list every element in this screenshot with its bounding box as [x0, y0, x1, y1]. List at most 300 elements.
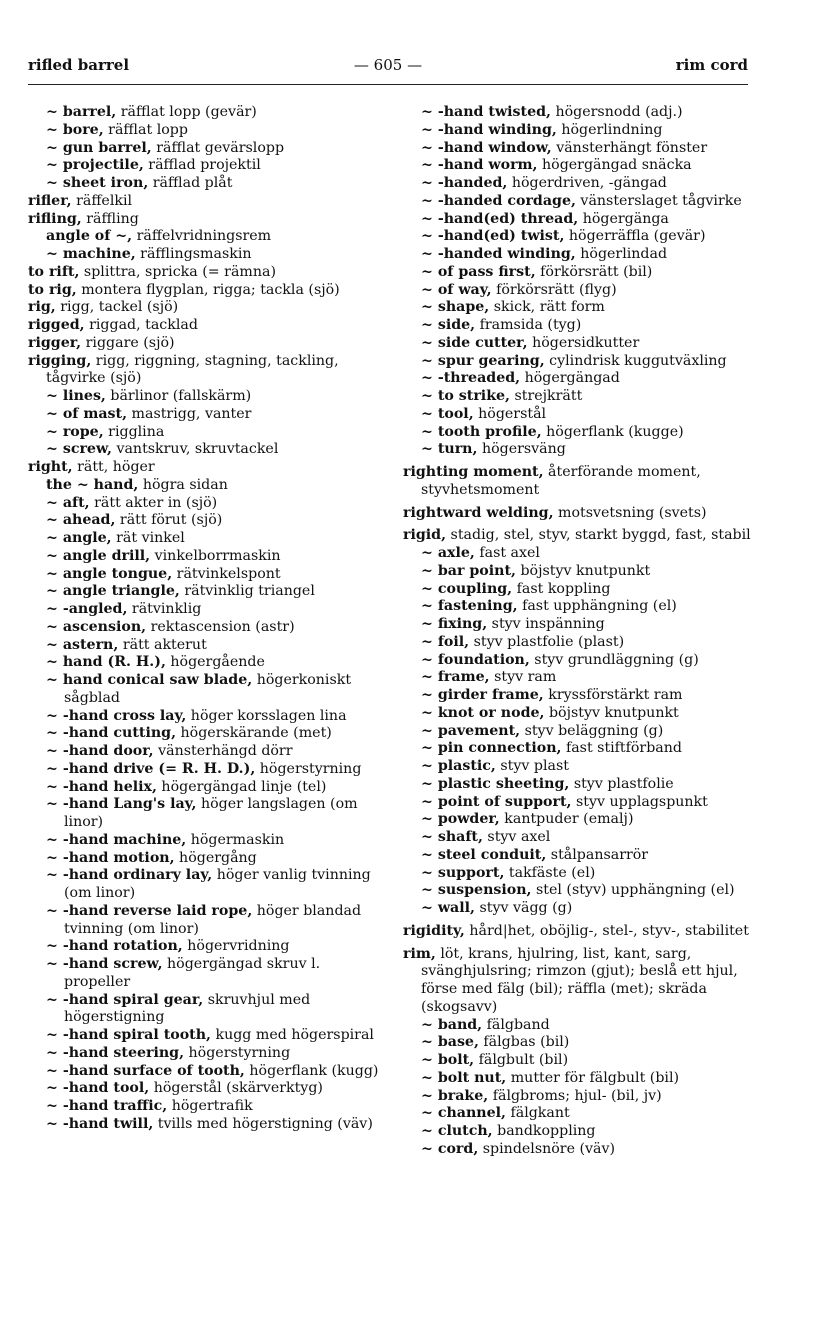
entry-headword: ~ -hand surface of tooth,	[46, 1062, 245, 1079]
dictionary-entry	[403, 228, 751, 246]
entry-translation: räfflad projektil	[143, 157, 261, 174]
dictionary-entry	[403, 1034, 751, 1052]
entry-translation: vantskruv, skruvtackel	[111, 441, 279, 458]
dictionary-entry	[403, 370, 751, 388]
entry-headword: ~ shaft,	[421, 829, 483, 845]
dictionary-entry	[403, 794, 751, 812]
dictionary-entry	[403, 634, 751, 652]
dictionary-entry	[28, 1098, 382, 1116]
dictionary-entry	[28, 779, 382, 797]
entry-translation: högervridning	[182, 938, 290, 955]
entry-headword: ~ -hand twill,	[46, 1115, 154, 1132]
dictionary-entry	[28, 441, 382, 459]
entry-headword: ~ side,	[421, 317, 476, 333]
dictionary-entry	[403, 865, 751, 883]
entry-translation: fast stiftförband	[561, 740, 682, 757]
entry-translation: böjstyv knutpunkt	[515, 562, 651, 579]
dictionary-entry	[403, 740, 751, 758]
dictionary-entry	[28, 992, 382, 1028]
entry-translation: mastrigg, vanter	[127, 405, 252, 422]
entry-translation: rätvinklig triangel	[179, 583, 315, 600]
entry-translation: förkörsrätt (flyg)	[491, 281, 617, 298]
entry-headword: ~ clutch,	[421, 1123, 493, 1139]
entry-headword: ~ -hand screw,	[46, 956, 163, 972]
dictionary-entry	[403, 353, 751, 371]
entry-headword: ~ -hand motion,	[46, 849, 175, 866]
dictionary-entry	[403, 723, 751, 741]
dictionary-entry	[403, 424, 751, 442]
entry-translation: högerflank (kugg)	[244, 1062, 379, 1079]
dictionary-entry	[28, 654, 382, 672]
dictionary-entry	[28, 938, 382, 956]
entry-translation: stålpansarrör	[546, 846, 649, 863]
entry-translation: högergängad snäcka	[537, 157, 692, 174]
entry-translation: fälgkant	[505, 1105, 570, 1122]
entry-translation: räfflingsmaskin	[135, 246, 252, 262]
dictionary-entry	[403, 317, 751, 335]
entry-headword: ~ angle drill,	[46, 547, 151, 564]
entry-translation: högertrafik	[167, 1098, 253, 1114]
entry-translation: stadig, stel, styv, starkt byggd, fast, stabil	[446, 527, 751, 544]
entry-translation: högerstyrning	[255, 760, 362, 777]
entry-headword: ~ bolt,	[421, 1052, 475, 1068]
entry-translation: högerräffla (gevär)	[564, 228, 706, 245]
entry-translation: styv vägg (g)	[474, 900, 573, 916]
entry-headword: ~ -hand ordinary lay,	[46, 867, 213, 884]
entry-headword: ~ barrel,	[46, 104, 117, 120]
entry-headword: ~ plastic,	[421, 758, 496, 774]
entry-headword: ~ -hand spiral tooth,	[46, 1027, 211, 1043]
entry-headword: ~ lines,	[46, 388, 106, 404]
entry-translation: rektascension (astr)	[146, 618, 295, 635]
entry-headword: ~ plastic sheeting,	[421, 775, 570, 792]
entry-headword: ~ machine,	[46, 246, 136, 262]
entry-headword: rig,	[28, 299, 56, 316]
dictionary-entry	[28, 495, 382, 513]
dictionary-entry	[28, 193, 382, 211]
entry-translation: vinkelborrmaskin	[150, 547, 281, 564]
entry-headword: rifler,	[28, 192, 72, 209]
header-rule	[28, 84, 748, 85]
dictionary-entry	[28, 211, 382, 229]
dictionary-entry	[403, 122, 751, 140]
dictionary-entry	[28, 761, 382, 779]
entry-translation: spindelsnöre (väv)	[478, 1140, 616, 1157]
entry-headword: rigging,	[28, 352, 92, 369]
entry-translation: fälgbas (bil)	[478, 1034, 570, 1051]
dictionary-entry	[28, 796, 382, 832]
entry-translation: rätt förut (sjö)	[115, 512, 223, 529]
dictionary-entry	[28, 1116, 382, 1134]
entry-translation: högergående	[165, 654, 265, 671]
entry-translation: cylindrisk kuggutväxling	[544, 352, 727, 369]
entry-headword: ~ foil,	[421, 633, 470, 650]
dictionary-entry	[28, 867, 382, 903]
entry-headword: to rig,	[28, 281, 77, 298]
entry-headword: ~ of pass first,	[421, 263, 536, 280]
entry-headword: ~ band,	[421, 1016, 483, 1033]
dictionary-entry	[403, 406, 751, 424]
entry-translation: högerstål	[473, 405, 547, 422]
entry-headword: ~ projectile,	[46, 157, 144, 174]
entry-headword: to rift,	[28, 263, 80, 280]
dictionary-entry	[28, 406, 382, 424]
entry-translation: splittra, spricka (= rämna)	[79, 263, 276, 280]
dictionary-entry	[28, 601, 382, 619]
entry-translation: vänsterhängd dörr	[153, 743, 293, 759]
entry-headword: ~ turn,	[421, 441, 478, 458]
entry-headword: ~ -angled,	[46, 601, 128, 617]
entry-translation: rigg, riggning, stagning, tackling, tågvirke (sjö)	[46, 352, 339, 387]
entry-headword: ~ bar point,	[421, 562, 516, 579]
dictionary-entry	[28, 299, 382, 317]
entry-translation: högerlindning	[556, 121, 663, 138]
entry-translation: högergängad linje (tel)	[156, 778, 327, 795]
entry-translation: hård|het, oböjlig-, stel-, styv-, stabilitet	[464, 922, 749, 939]
dictionary-entry	[403, 464, 751, 500]
entry-headword: ~ angle,	[46, 530, 112, 546]
entry-headword: ~ -hand(ed) twist,	[421, 228, 565, 245]
entry-headword: ~ aft,	[46, 494, 90, 511]
entry-translation: skick, rätt form	[489, 299, 605, 316]
entry-translation: högerstyrning	[184, 1044, 291, 1061]
entry-translation: tvills med högerstigning (väv)	[153, 1115, 373, 1132]
dictionary-entry	[28, 1080, 382, 1098]
dictionary-entry	[403, 246, 751, 264]
entry-headword: ~ of way,	[421, 281, 492, 298]
dictionary-entry	[403, 923, 751, 941]
dictionary-entry	[403, 545, 751, 563]
entry-headword: ~ girder frame,	[421, 687, 544, 703]
entry-translation: högergängad skruv l. propeller	[64, 956, 321, 990]
dictionary-entry	[28, 388, 382, 406]
dictionary-entry	[403, 1088, 751, 1106]
entry-headword: ~ coupling,	[421, 580, 513, 597]
entry-translation: styv inspänning	[487, 616, 605, 632]
entry-headword: angle of ~,	[46, 228, 133, 245]
entry-headword: ~ hand (R. H.),	[46, 654, 166, 671]
entry-translation: högerlindad	[575, 246, 668, 262]
entry-translation: fälgband	[482, 1016, 550, 1033]
entry-translation: höger langslagen (om linor)	[64, 796, 358, 830]
entry-translation: styv axel	[482, 829, 551, 845]
dictionary-entry	[403, 616, 751, 634]
dictionary-entry	[403, 335, 751, 353]
dictionary-entry	[403, 847, 751, 865]
entry-translation: högergänga	[578, 210, 669, 227]
entry-translation: mutter för fälgbult (bil)	[506, 1069, 680, 1086]
dictionary-entry	[403, 581, 751, 599]
entry-headword: ~ foundation,	[421, 651, 530, 668]
entry-headword: ~ point of support,	[421, 793, 572, 810]
entry-headword: ~ rope,	[46, 423, 104, 440]
dictionary-entry	[403, 441, 751, 459]
page-header	[28, 56, 748, 78]
dictionary-entry	[403, 652, 751, 670]
entry-headword: ~ support,	[421, 864, 505, 881]
dictionary-entry	[403, 669, 751, 687]
entry-translation: rätt akter in (sjö)	[89, 494, 218, 511]
dictionary-entry	[403, 1123, 751, 1141]
entry-headword: rigidity,	[403, 922, 465, 939]
entry-headword: ~ -hand cutting,	[46, 725, 177, 742]
entry-translation: höger korsslagen lina	[186, 707, 347, 724]
entry-translation: högergång	[174, 849, 257, 866]
entry-translation: högergängad	[520, 370, 620, 387]
entry-headword: rim,	[403, 945, 436, 962]
entry-headword: ~ -hand machine,	[46, 831, 187, 848]
dictionary-entry	[28, 850, 382, 868]
dictionary-entry	[403, 776, 751, 794]
entry-headword: ~ -hand drive (= R. H. D.),	[46, 760, 256, 777]
dictionary-entry	[28, 637, 382, 655]
entry-headword: ~ -handed winding,	[421, 246, 576, 262]
entry-headword: ~ cord,	[421, 1140, 479, 1157]
entry-headword: ~ ahead,	[46, 512, 116, 529]
dictionary-entry	[28, 459, 382, 477]
dictionary-entry	[403, 829, 751, 847]
entry-translation: räffelkil	[71, 192, 133, 209]
dictionary-entry	[28, 264, 382, 282]
entry-headword: ~ -handed,	[421, 175, 508, 191]
dictionary-entry	[28, 903, 382, 939]
dictionary-entry	[28, 424, 382, 442]
page-number: — 605 —	[353, 56, 423, 74]
dictionary-entry	[28, 477, 382, 495]
entry-headword: ~ sheet iron,	[46, 175, 149, 191]
entry-headword: ~ -hand cross lay,	[46, 707, 187, 724]
entry-translation: rätt akterut	[118, 636, 207, 653]
dictionary-entry	[28, 157, 382, 175]
entry-translation: räfflat gevärslopp	[151, 139, 285, 156]
dictionary-entry	[28, 956, 382, 992]
dictionary-entry	[28, 317, 382, 335]
entry-translation: högersväng	[477, 441, 566, 458]
entry-translation: rätvinklig	[127, 601, 202, 617]
entry-translation: framsida (tyg)	[475, 317, 582, 333]
entry-headword: ~ axle,	[421, 545, 475, 561]
dictionary-entry	[403, 193, 751, 211]
entry-headword: ~ fastening,	[421, 598, 518, 615]
entry-headword: right,	[28, 459, 73, 475]
dictionary-entry	[28, 619, 382, 637]
dictionary-entry	[28, 335, 382, 353]
dictionary-entry	[28, 122, 382, 140]
entry-translation: motsvetsning (svets)	[553, 504, 707, 521]
dictionary-entry	[28, 1027, 382, 1045]
entry-translation: återförande moment, styvhetsmoment	[421, 464, 701, 498]
dictionary-entry	[403, 157, 751, 175]
dictionary-entry	[403, 811, 751, 829]
dictionary-entry	[28, 583, 382, 601]
entry-headword: ~ -hand spiral gear,	[46, 991, 204, 1008]
entry-headword: ~ tool,	[421, 405, 474, 422]
dictionary-entry	[403, 1052, 751, 1070]
entry-translation: skruvhjul med högerstigning	[64, 991, 311, 1026]
entry-headword: rigid,	[403, 527, 447, 544]
entry-translation: böjstyv knutpunkt	[544, 704, 679, 721]
dictionary-entry	[403, 1017, 751, 1035]
dictionary-entry	[403, 505, 751, 523]
dictionary-entry	[403, 598, 751, 616]
entry-headword: rightward welding,	[403, 504, 554, 521]
entry-translation: högersnodd (adj.)	[550, 104, 683, 120]
dictionary-entry	[28, 743, 382, 761]
entry-headword: ~ frame,	[421, 669, 490, 686]
entry-translation: styv upplagspunkt	[571, 793, 708, 810]
entry-translation: rätt, höger	[72, 459, 155, 475]
dictionary-entry	[403, 687, 751, 705]
entry-translation: högerkoniskt sågblad	[64, 672, 352, 706]
entry-headword: ~ channel,	[421, 1105, 506, 1122]
entry-translation: fast axel	[474, 545, 540, 561]
dictionary-entry	[403, 299, 751, 317]
entry-headword: ~ -hand twisted,	[421, 104, 551, 120]
entry-translation: högra sidan	[138, 476, 228, 493]
entry-translation: högermaskin	[186, 831, 285, 848]
entry-headword: ~ powder,	[421, 811, 500, 828]
entry-translation: vänsterslaget tågvirke	[575, 192, 742, 209]
entry-headword: ~ bolt nut,	[421, 1069, 507, 1086]
dictionary-entry	[28, 353, 382, 389]
entry-headword: ~ -hand winding,	[421, 121, 557, 138]
entry-headword: ~ fixing,	[421, 616, 488, 632]
dictionary-entry	[28, 708, 382, 726]
entry-headword: ~ to strike,	[421, 388, 510, 404]
entry-translation: rätvinkelspont	[172, 565, 281, 582]
entry-translation: stel (styv) upphängning (el)	[531, 882, 735, 899]
entry-translation: rigglina	[103, 423, 165, 440]
dictionary-entry	[28, 282, 382, 300]
entry-translation: montera flygplan, rigga; tackla (sjö)	[76, 281, 340, 298]
entry-headword: ~ bore,	[46, 121, 104, 138]
entry-headword: ~ wall,	[421, 900, 475, 916]
entry-translation: takfäste (el)	[504, 864, 596, 881]
dictionary-entry	[403, 264, 751, 282]
entry-translation: fälgbult (bil)	[474, 1052, 569, 1068]
entry-translation: rigg, tackel (sjö)	[55, 299, 179, 316]
entry-headword: ~ of mast,	[46, 405, 128, 422]
dictionary-entry	[28, 1063, 382, 1081]
dictionary-entry	[28, 246, 382, 264]
entry-translation: strejkrätt	[509, 388, 583, 404]
dictionary-entry	[403, 527, 751, 545]
entry-headword: ~ pin connection,	[421, 740, 562, 757]
entry-headword: ~ -hand door,	[46, 743, 154, 759]
entry-headword: ~ astern,	[46, 636, 119, 653]
dictionary-entry	[403, 758, 751, 776]
dictionary-entry	[28, 140, 382, 158]
dictionary-entry	[28, 530, 382, 548]
entry-translation: styv ram	[489, 669, 557, 686]
entry-headword: the ~ hand,	[46, 476, 139, 493]
entry-translation: styv beläggning (g)	[520, 722, 664, 739]
entry-headword: ~ angle tongue,	[46, 565, 173, 582]
entry-headword: ~ -hand Lang's lay,	[46, 796, 197, 813]
entry-headword: ~ -hand reverse laid rope,	[46, 902, 253, 919]
entry-translation: kantpuder (emalj)	[499, 811, 634, 828]
entry-translation: kugg med högerspiral	[210, 1027, 374, 1043]
entry-translation: räfflad plåt	[148, 175, 233, 191]
entry-headword: ~ -hand worm,	[421, 157, 538, 174]
entry-translation: räffelvridningsrem	[132, 228, 272, 245]
entry-headword: ~ side cutter,	[421, 334, 528, 351]
entry-headword: ~ steel conduit,	[421, 846, 547, 863]
dictionary-entry	[403, 140, 751, 158]
dictionary-entry	[403, 563, 751, 581]
entry-headword: ~ hand conical saw blade,	[46, 672, 253, 688]
entry-headword: ~ ascension,	[46, 618, 147, 635]
entry-translation: bärlinor (fallskärm)	[105, 388, 252, 404]
entry-headword: ~ gun barrel,	[46, 139, 152, 156]
dictionary-entry	[403, 1105, 751, 1123]
entry-translation: högerflank (kugge)	[541, 423, 684, 440]
entry-translation: fast upphängning (el)	[517, 598, 677, 615]
entry-translation: styv plastfolie	[569, 775, 674, 792]
dictionary-entry	[403, 900, 751, 918]
dictionary-entry	[28, 832, 382, 850]
entry-headword: rigger,	[28, 334, 82, 351]
dictionary-entry	[28, 548, 382, 566]
header-right-guide-word: rim cord	[675, 56, 748, 74]
entry-translation: högerdriven, -gängad	[507, 175, 667, 191]
entry-translation: räfflat lopp (gevär)	[116, 104, 257, 120]
dictionary-entry	[28, 672, 382, 708]
dictionary-entry	[403, 175, 751, 193]
entry-translation: vänsterhängt fönster	[551, 139, 708, 156]
entry-headword: righting moment,	[403, 464, 544, 480]
entry-translation: räffling	[81, 210, 139, 227]
entry-headword: ~ spur gearing,	[421, 352, 545, 369]
dictionary-entry	[28, 175, 382, 193]
entry-headword: ~ tooth profile,	[421, 423, 542, 440]
entry-headword: ~ -handed cordage,	[421, 192, 576, 209]
dictionary-entry	[28, 1045, 382, 1063]
entry-headword: ~ -threaded,	[421, 370, 521, 387]
dictionary-entry	[28, 512, 382, 530]
entry-translation: förkörsrätt (bil)	[535, 263, 653, 280]
entry-translation: löt, krans, hjulring, list, kant, sarg, svänghjulsring; rimzon (gjut); beslå ett hjul, förse med fälg (bil); räffla (met); skräda (skogsavv)	[421, 945, 738, 1015]
dictionary-entry	[28, 725, 382, 743]
dictionary-entry	[403, 1070, 751, 1088]
entry-translation: räfflat lopp	[103, 121, 188, 138]
entry-headword: ~ -hand window,	[421, 139, 552, 156]
dictionary-entry	[403, 1141, 751, 1159]
dictionary-entry	[403, 282, 751, 300]
entry-translation: fast koppling	[512, 580, 611, 597]
entry-headword: ~ pavement,	[421, 722, 521, 739]
dictionary-entry	[28, 104, 382, 122]
entry-translation: bandkoppling	[492, 1123, 596, 1139]
dictionary-entry	[28, 228, 382, 246]
entry-headword: rifling,	[28, 210, 82, 227]
dictionary-entry	[403, 882, 751, 900]
entry-headword: ~ angle triangle,	[46, 583, 180, 600]
entry-headword: ~ -hand helix,	[46, 778, 157, 795]
entry-translation: rät vinkel	[111, 530, 185, 546]
dictionary-entry	[403, 211, 751, 229]
entry-translation: fälgbroms; hjul- (bil, jv)	[488, 1087, 662, 1104]
entry-headword: ~ knot or node,	[421, 704, 545, 721]
dictionary-entry	[403, 388, 751, 406]
dictionary-entry	[403, 104, 751, 122]
left-column	[28, 104, 382, 1134]
entry-headword: ~ screw,	[46, 441, 112, 458]
entry-translation: högersidkutter	[527, 334, 640, 351]
entry-translation: högerstål (skärverktyg)	[149, 1080, 323, 1097]
dictionary-entry	[403, 705, 751, 723]
entry-headword: ~ brake,	[421, 1087, 489, 1104]
